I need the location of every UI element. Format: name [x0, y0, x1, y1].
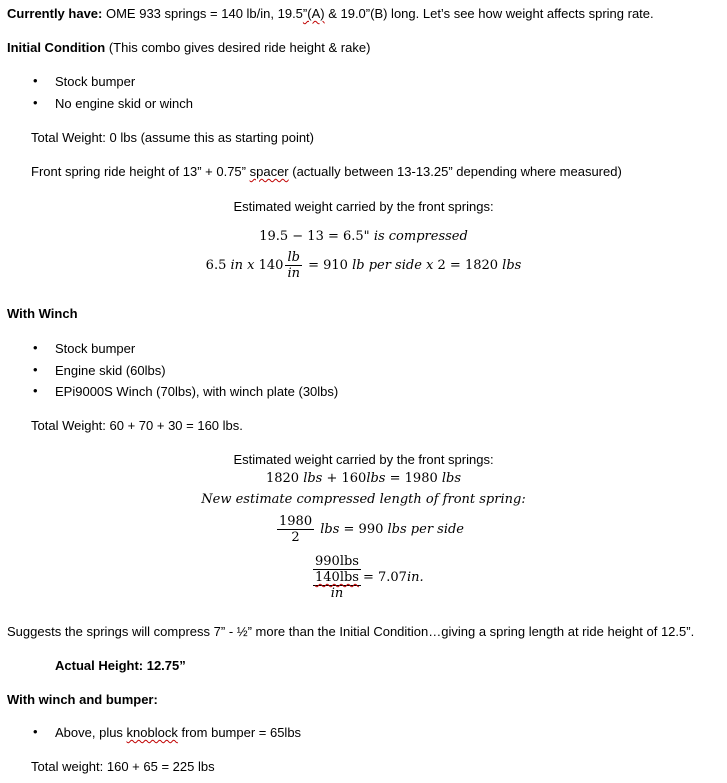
eq-text: lb per side x	[352, 258, 434, 273]
bullet-text: from bumper = 65lbs	[177, 725, 302, 740]
eq-text: + 160	[326, 471, 367, 486]
list-item: • EPi9000S Winch (70lbs), with winch plate (30lbs)	[55, 384, 338, 399]
frac-inner-num: 140lbs	[315, 570, 359, 585]
nested-fraction	[313, 554, 361, 601]
eq-text: 140	[258, 258, 284, 273]
initial-heading-note: (This combo gives desired ride height & rake)	[105, 40, 371, 55]
frac-den: in	[287, 266, 300, 281]
ride-height-text: Front spring ride height of 13” + 0.75”	[31, 164, 250, 179]
spacer-word: spacer	[249, 164, 289, 179]
list-item: • No engine skid or winch	[55, 96, 193, 111]
initial-heading: Initial Condition	[7, 40, 106, 55]
list-item	[55, 725, 301, 740]
eq-text: lbs	[441, 471, 462, 486]
initial-heading-line	[7, 40, 370, 55]
fraction	[277, 514, 314, 545]
knoblock-word: knoblock	[126, 725, 178, 740]
winch-est-label: Estimated weight carried by the front springs:	[233, 452, 494, 467]
bumper-heading: With winch and bumper:	[7, 692, 158, 707]
new-estimate-label	[0, 492, 727, 507]
eq-text: in.	[406, 570, 424, 585]
winch-equation-1	[0, 471, 727, 486]
actual-height: Actual Height: 12.75”	[55, 658, 186, 673]
eq-text: 1820	[265, 471, 300, 486]
intro-line	[7, 6, 654, 21]
suggests-line: Suggests the springs will compress 7” - ½” more than the Initial Condition…giving a spring length at ride height of 12.5”.	[7, 624, 695, 639]
initial-equation-1	[0, 229, 727, 244]
intro-label: Currently have:	[7, 6, 103, 21]
intro-text-rest: & 19.0”(B) long. Let’s see how weight affects spring rate.	[324, 6, 654, 21]
initial-equation-2	[0, 250, 727, 281]
eq-text: 2 = 1820	[437, 258, 499, 273]
list-item: • Stock bumper	[55, 74, 135, 89]
eq-text: is compressed	[373, 229, 468, 244]
eq-text: lbs	[320, 522, 340, 537]
bumper-total: Total weight: 160 + 65 = 225 lbs	[31, 759, 215, 774]
intro-text: OME 933 springs = 140 lb/in, 19.5	[102, 6, 303, 21]
list-item: • Engine skid (60lbs)	[55, 363, 166, 378]
eq-text: = 7.07	[362, 570, 407, 585]
new-estimate-text: New estimate compressed length of front spring:	[201, 492, 526, 507]
winch-equation-2	[275, 514, 464, 545]
frac-inner-den: in	[330, 586, 344, 601]
eq-text: lbs	[366, 471, 386, 486]
intro-mark-a: ”(A)	[302, 6, 325, 21]
eq-text: in x	[230, 258, 255, 273]
winch-equation-3	[311, 554, 424, 601]
winch-total: Total Weight: 60 + 70 + 30 = 160 lbs.	[31, 418, 243, 433]
eq-text: = 990	[343, 522, 384, 537]
list-item: • Stock bumper	[55, 341, 135, 356]
frac-num: lb	[287, 250, 300, 265]
eq-text: 6.5	[205, 258, 227, 273]
eq-text: = 1980	[389, 471, 438, 486]
fraction	[285, 250, 301, 281]
frac-den: 2	[291, 530, 300, 545]
initial-est-label: Estimated weight carried by the front springs:	[233, 199, 494, 214]
frac-num: 990lbs	[315, 554, 359, 569]
bullet-text: Above, plus	[55, 725, 127, 740]
ride-height-line	[31, 164, 622, 179]
frac-num: 1980	[279, 514, 313, 529]
winch-heading: With Winch	[7, 306, 78, 321]
eq-text: 19.5 − 13 = 6.5"	[259, 229, 370, 244]
ride-height-note: (actually between 13-13.25” depending where measured)	[288, 164, 622, 179]
initial-total: Total Weight: 0 lbs (assume this as starting point)	[31, 130, 314, 145]
eq-text: lbs per side	[387, 522, 465, 537]
eq-text: lbs	[303, 471, 323, 486]
eq-text: = 910	[308, 258, 348, 273]
eq-text: lbs	[502, 258, 522, 273]
